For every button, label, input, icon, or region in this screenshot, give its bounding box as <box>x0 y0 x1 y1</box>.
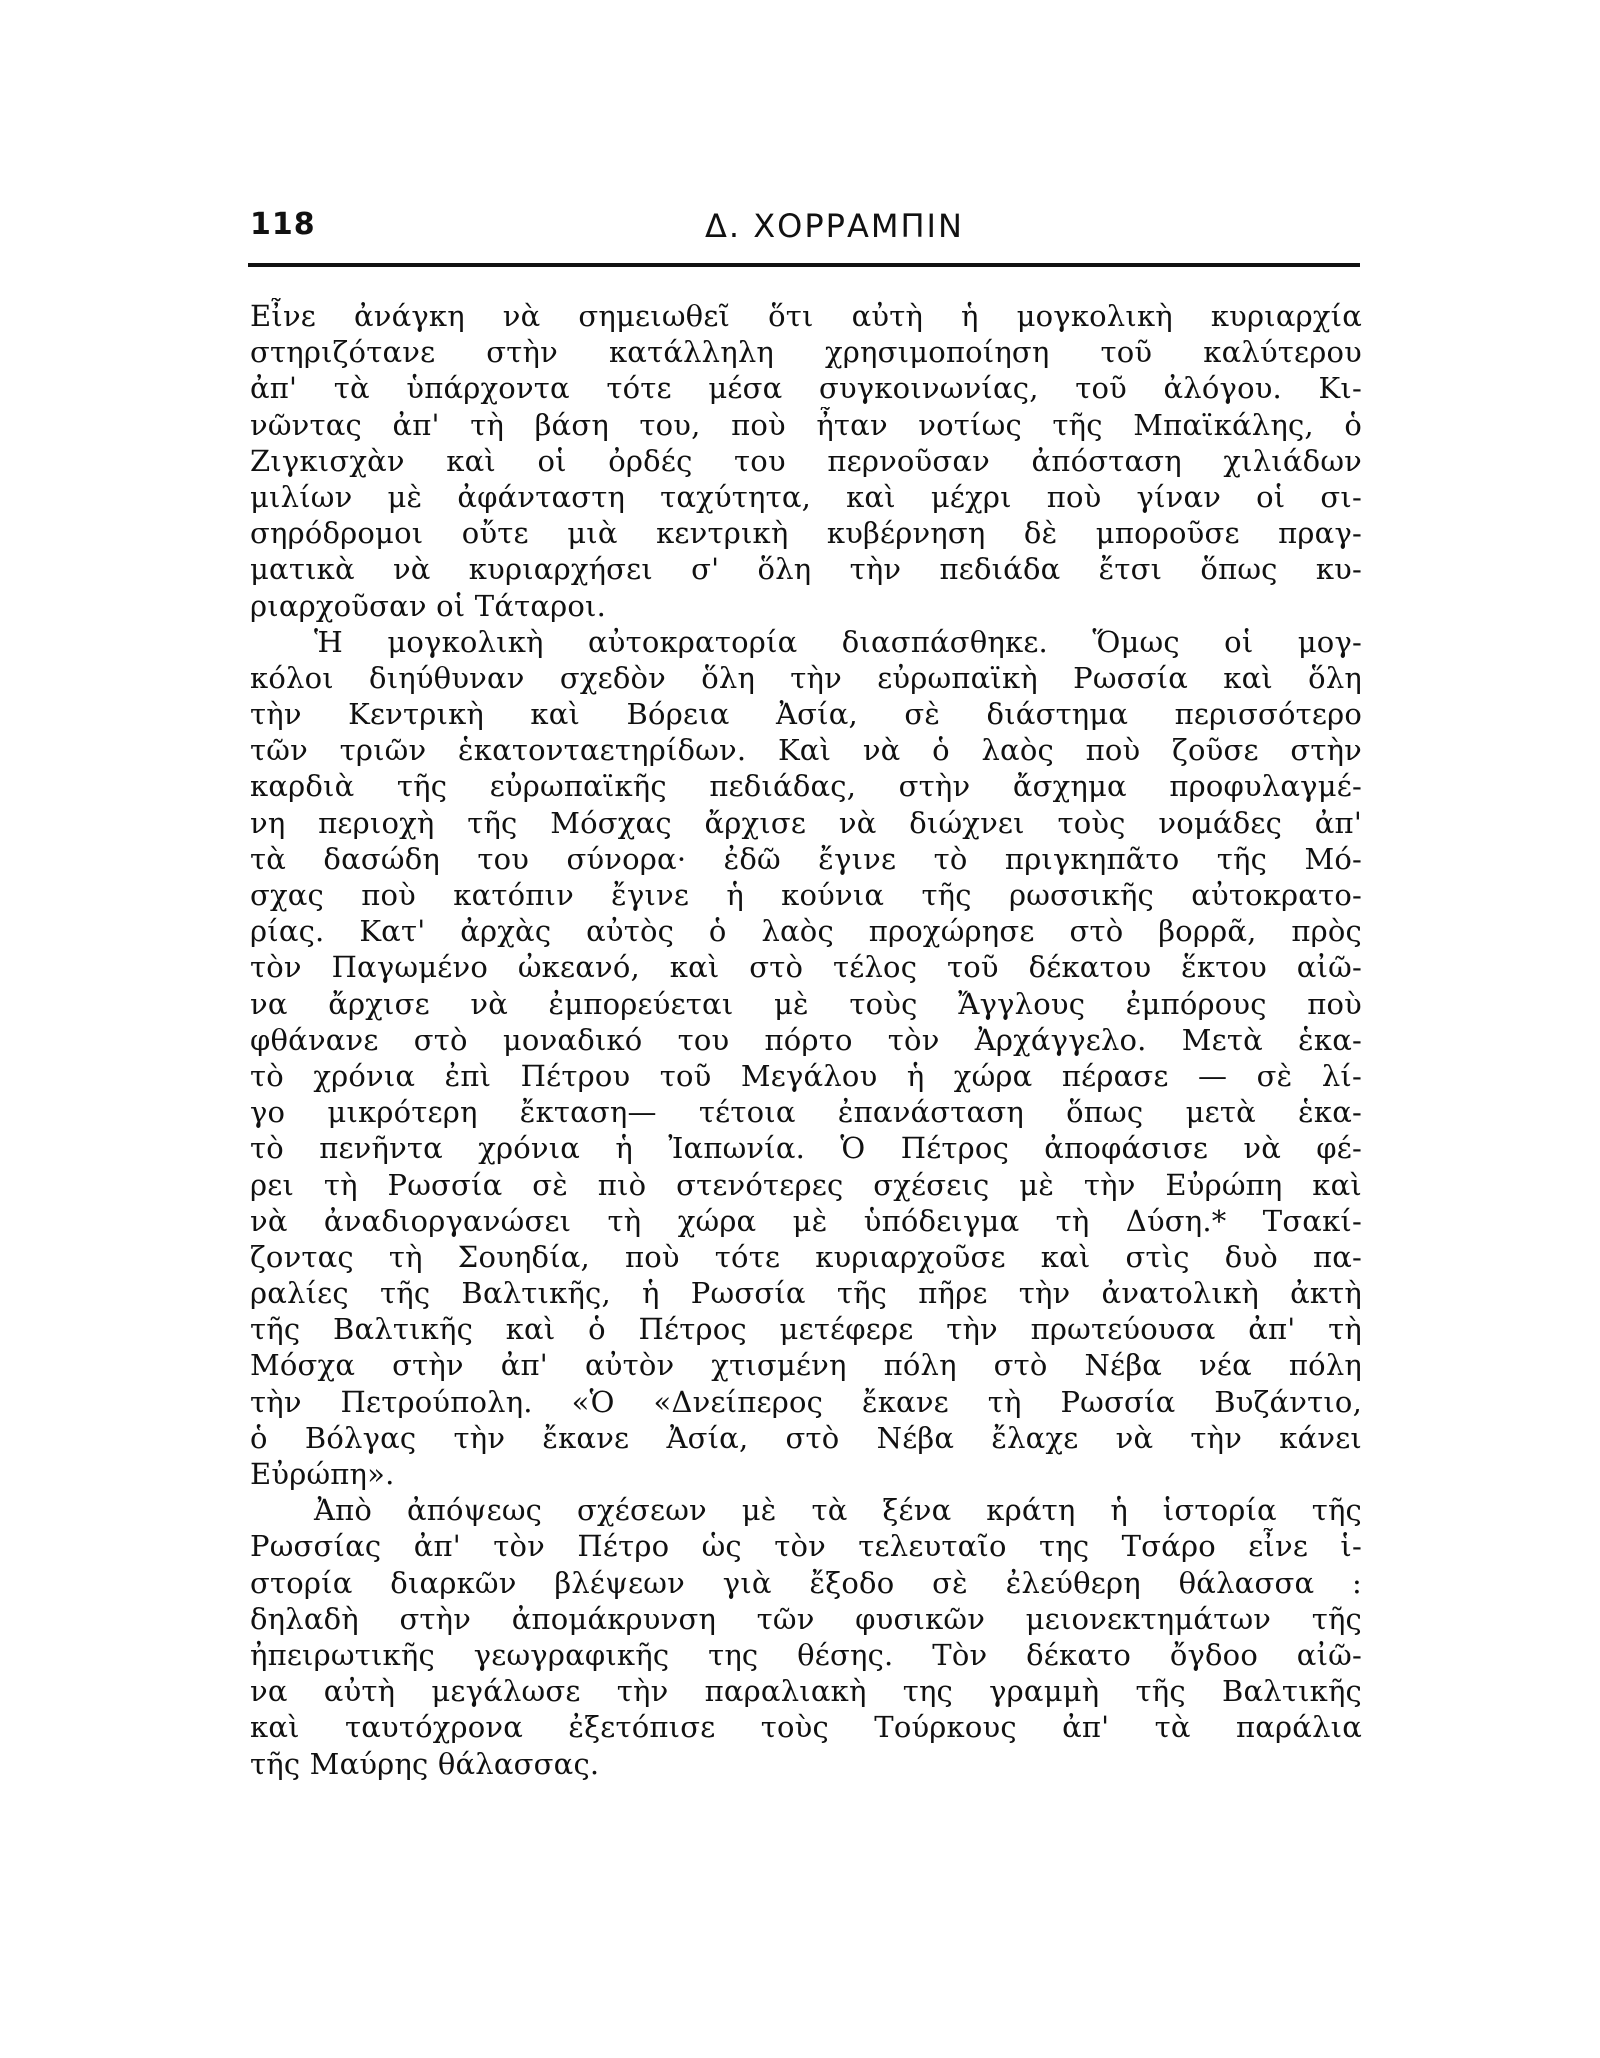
text-line: τῆς Μαύρης θάλασσας. <box>250 1746 600 1781</box>
text-line: νῶντας ἀπ' τὴ βάση του, ποὺ ἦταν νοτίως τῆς Μπαϊκάλης, ὁ <box>250 407 1362 442</box>
text-line: νη περιοχὴ τῆς Μόσχας ἄρχισε νὰ διώχνει τοὺς νομάδες ἀπ' <box>250 805 1362 840</box>
text-line: κόλοι διηύθυναν σχεδὸν ὅλη τὴν εὐρωπαϊκὴ Ρωσσία καὶ ὅλη <box>250 660 1362 695</box>
text-line: τὸ πενῆντα χρόνια ἡ Ἰαπωνία. Ὁ Πέτρος ἀποφάσισε νὰ φέ- <box>250 1131 1362 1166</box>
text-line: ὁ Βόλγας τὴν ἔκανε Ἀσία, στὸ Νέβα ἔλαχε νὰ τὴν κάνει <box>250 1420 1362 1455</box>
text-line: Ἡ μογκολικὴ αὐτοκρατορία διασπάσθηκε. Ὅμως οἱ μογ- <box>314 624 1362 659</box>
text-line: Ἀπὸ ἀπόψεως σχέσεων μὲ τὰ ξένα κράτη ἡ ἱστορία τῆς <box>314 1493 1362 1528</box>
text-line: δηλαδὴ στὴν ἀπομάκρυνση τῶν φυσικῶν μειονεκτημάτων τῆς <box>250 1601 1362 1636</box>
text-line: στηριζότανε στὴν κατάλληλη χρησιμοποίηση τοῦ καλύτερου <box>250 335 1362 370</box>
text-line: τὰ δασώδη του σύνορα· ἐδῶ ἔγινε τὸ πριγκηπᾶτο τῆς Μό- <box>250 841 1362 876</box>
text-line: στορία διαρκῶν βλέψεων γιὰ ἔξοδο σὲ ἐλεύθερη θάλασσα : <box>250 1565 1362 1600</box>
text-line: Ρωσσίας ἀπ' τὸν Πέτρο ὡς τὸν τελευταῖο της Τσάρο εἶνε ἱ- <box>250 1529 1362 1564</box>
text-line: ἠπειρωτικῆς γεωγραφικῆς της θέσης. Τὸν δέκατο ὄγδοο αἰῶ- <box>250 1637 1362 1672</box>
text-line: τὴν Κεντρικὴ καὶ Βόρεια Ἀσία, σὲ διάστημα περισσότερο <box>250 697 1362 732</box>
text-line: ραλίες τῆς Βαλτικῆς, ἡ Ρωσσία τῆς πῆρε τὴν ἀνατολικὴ ἀκτὴ <box>250 1276 1362 1311</box>
text-line: ματικὰ νὰ κυριαρχήσει σ' ὅλη τὴν πεδιάδα ἔτσι ὅπως κυ- <box>250 552 1362 587</box>
body-text <box>250 298 1362 1782</box>
text-line: Ζιγκισχὰν καὶ οἱ ὀρδές του περνοῦσαν ἀπόσταση χιλιάδων <box>250 443 1362 478</box>
text-line: ζοντας τὴ Σουηδία, ποὺ τότε κυριαρχοῦσε καὶ στὶς δυὸ πα- <box>250 1239 1362 1274</box>
paragraph <box>250 1492 1362 1782</box>
text-line: σχας ποὺ κατόπιν ἔγινε ἡ κούνια τῆς ρωσσικῆς αὐτοκρατο- <box>250 878 1362 912</box>
text-line: μιλίων μὲ ἀφάνταστη ταχύτητα, καὶ μέχρι ποὺ γίναν οἱ σι- <box>250 479 1362 514</box>
text-line: καὶ ταυτόχρονα ἐξετόπισε τοὺς Τούρκους ἀπ' τὰ παράλια <box>250 1710 1362 1745</box>
text-line: ἀπ' τὰ ὑπάρχοντα τότε μέσα συγκοινωνίας, τοῦ ἀλόγου. Κι- <box>250 371 1362 406</box>
text-line: ριαρχοῦσαν οἱ Τάταροι. <box>250 588 607 623</box>
text-line: Μόσχα στὴν ἀπ' αὐτὸν χτισμένη πόλη στὸ Νέβα νέα πόλη <box>250 1348 1362 1383</box>
text-line: τῆς Βαλτικῆς καὶ ὁ Πέτρος μετέφερε τὴν πρωτεύουσα ἀπ' τὴ <box>250 1312 1362 1347</box>
text-line: να ἄρχισε νὰ ἐμπορεύεται μὲ τοὺς Ἄγγλους ἐμπόρους ποὺ <box>250 986 1362 1021</box>
text-line: ρει τὴ Ρωσσία σὲ πιὸ στενότερες σχέσεις μὲ τὴν Εὐρώπη καὶ <box>250 1167 1362 1202</box>
text-line: νὰ ἀναδιοργανώσει τὴ χώρα μὲ ὑπόδειγμα τὴ Δύση.* Τσακί- <box>250 1203 1362 1238</box>
text-line: τὸν Παγωμένο ὠκεανό, καὶ στὸ τέλος τοῦ δέκατου ἕκτου αἰῶ- <box>250 950 1362 985</box>
text-line: Εὐρώπη». <box>250 1457 395 1491</box>
text-line: ρίας. Κατ' ἀρχὰς αὐτὸς ὁ λαὸς προχώρησε στὸ βορρᾶ, πρὸς <box>250 914 1362 949</box>
paragraph <box>250 624 1362 1493</box>
text-line: τὴν Πετρούπολη. «Ὁ «Δνείπερος ἔκανε τὴ Ρωσσία Βυζάντιο, <box>250 1384 1362 1419</box>
page-header <box>250 205 1360 255</box>
text-line: σηρόδρομοι οὔτε μιὰ κεντρικὴ κυβέρνηση δὲ μποροῦσε πραγ- <box>250 516 1362 551</box>
text-line: γο μικρότερη ἔκταση— τέτοια ἐπανάσταση ὅπως μετὰ ἑκα- <box>250 1095 1362 1130</box>
text-line: Εἶνε ἀνάγκη νὰ σημειωθεῖ ὅτι αὐτὴ ἡ μογκολικὴ κυριαρχία <box>250 299 1362 333</box>
paragraph <box>250 298 1362 624</box>
running-head: Δ. ΧΟΡΡΑΜΠΙΝ <box>705 207 964 245</box>
text-line: τὸ χρόνια ἐπὶ Πέτρου τοῦ Μεγάλου ἡ χώρα πέρασε — σὲ λί- <box>250 1058 1362 1093</box>
header-rule <box>248 263 1360 267</box>
page-number: 118 <box>250 207 316 242</box>
text-line: φθάνανε στὸ μοναδικό του πόρτο τὸν Ἀρχάγγελο. Μετὰ ἑκα- <box>250 1022 1362 1057</box>
text-line: να αὐτὴ μεγάλωσε τὴν παραλιακὴ της γραμμὴ τῆς Βαλτικῆς <box>250 1674 1362 1709</box>
text-line: τῶν τριῶν ἑκατονταετηρίδων. Καὶ νὰ ὁ λαὸς ποὺ ζοῦσε στὴν <box>250 733 1362 768</box>
text-line: καρδιὰ τῆς εὐρωπαϊκῆς πεδιάδας, στὴν ἄσχημα προφυλαγμέ- <box>250 769 1362 804</box>
